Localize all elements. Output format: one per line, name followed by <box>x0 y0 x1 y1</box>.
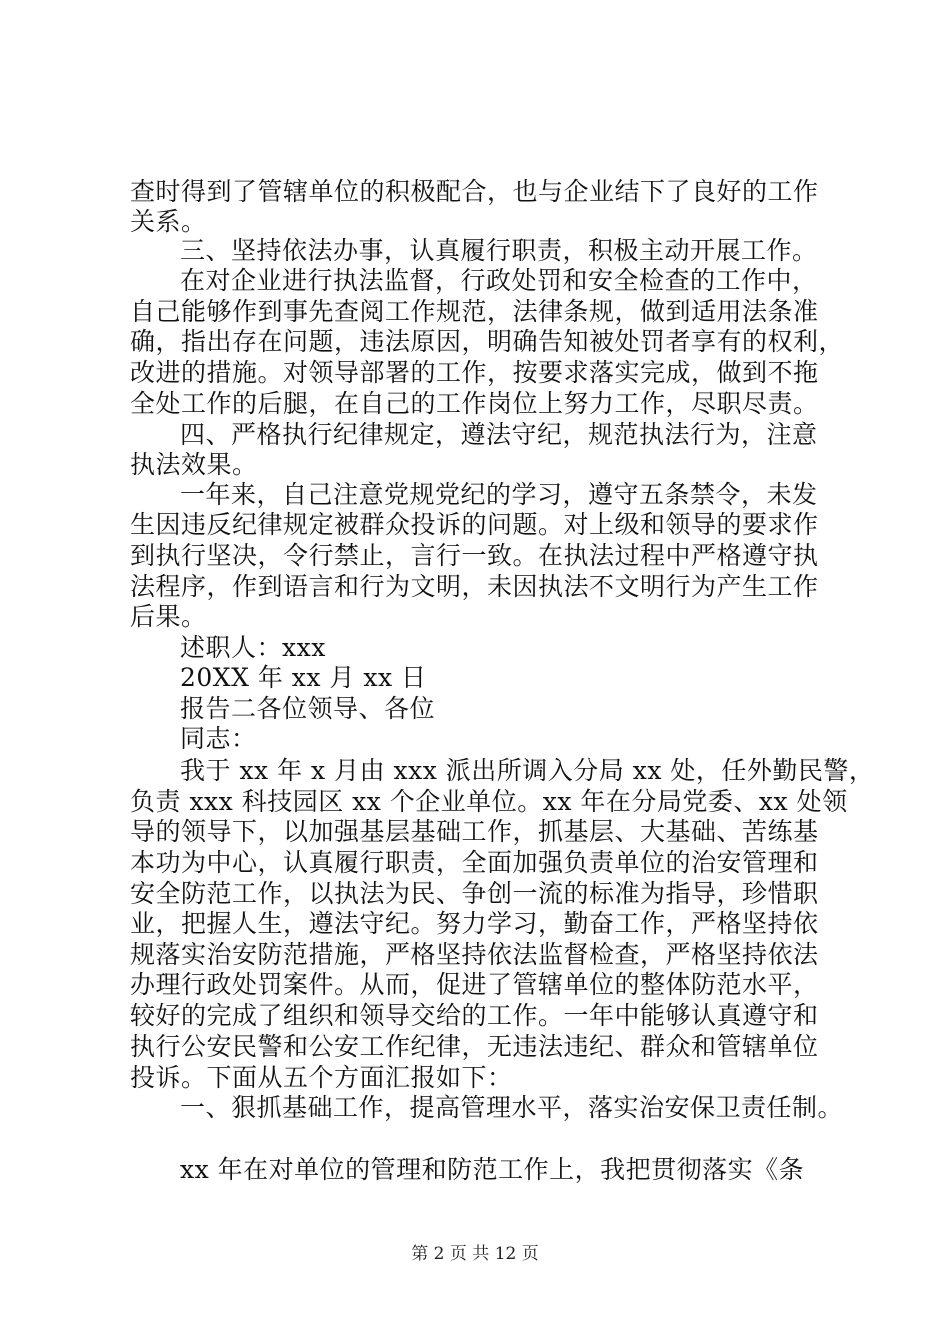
text-line: 执法效果。 <box>130 450 258 479</box>
text-line: 规落实治安防范措施，严格坚持依法监督检查，严格坚持依法 <box>130 940 819 969</box>
text-line: 自己能够作到事先查阅工作规范，法律条规，做到适用法条准 <box>130 297 819 326</box>
salutation-line: 同志： <box>180 724 257 753</box>
text-line: 到执行坚决，令行禁止，言行一致。在执法过程中严格遵守执 <box>130 541 819 570</box>
text-line: 业，把握人生，遵法守纪。努力学习，勤奋工作，严格坚持依 <box>130 909 819 938</box>
text-line: 一年来，自己注意党规党纪的学习，遵守五条禁令，未发 <box>180 480 818 509</box>
text-line: 确，指出存在问题，违法原因，明确告知被处罚者享有的权利， <box>130 327 845 356</box>
text-line: 法程序，作到语言和行为文明，未因执法不文明行为产生工作 <box>130 572 819 601</box>
signature-line: 述职人：xxx <box>180 633 326 662</box>
text-line: 执行公安民警和公安工作纪律，无违法违纪、群众和管辖单位 <box>130 1032 819 1061</box>
text-line: 较好的完成了组织和领导交给的工作。一年中能够认真遵守和 <box>130 1001 819 1030</box>
text-line: 生因违反纪律规定被群众投诉的问题。对上级和领导的要求作 <box>130 510 819 539</box>
text-line: 安全防范工作，以执法为民、争创一流的标准为指导，珍惜职 <box>130 879 819 908</box>
text-line: 后果。 <box>130 602 207 631</box>
text-line: 全处工作的后腿，在自己的工作岗位上努力工作，尽职尽责。 <box>130 389 819 418</box>
page-number-footer: 第 2 页 共 12 页 <box>411 1244 539 1264</box>
section-heading-4: 四、严格执行纪律规定，遵法守纪，规范执法行为，注意 <box>180 420 818 449</box>
section-heading-1: 一、狠抓基础工作，提高管理水平，落实治安保卫责任制。 <box>180 1093 844 1122</box>
section-heading-3: 三、坚持依法办事，认真履行职责，积极主动开展工作。 <box>180 236 818 265</box>
text-line: 改进的措施。对领导部署的工作，按要求落实完成，做到不拖 <box>130 358 819 387</box>
text-line: 查时得到了管辖单位的积极配合，也与企业结下了良好的工作 <box>130 177 819 206</box>
text-line: 我于 xx 年 x 月由 xxx 派出所调入分局 xx 处，任外勤民警， <box>180 756 875 785</box>
text-line: 关系。 <box>130 207 207 236</box>
text-line: 办理行政处罚案件。从而，促进了管辖单位的整体防范水平， <box>130 970 819 999</box>
text-line: 导的领导下，以加强基层基础工作，抓基层、大基础、苦练基 <box>130 817 819 846</box>
report-title-line: 报告二各位领导、各位 <box>180 694 436 723</box>
text-line: 本功为中心，认真履行职责，全面加强负责单位的治安管理和 <box>130 848 819 877</box>
text-line: 在对企业进行执法监督，行政处罚和安全检查的工作中， <box>180 266 818 295</box>
text-line: 负责 xxx 科技园区 xx 个企业单位。xx 年在分局党委、xx 处领 <box>130 787 848 816</box>
date-line: 20XX 年 xx 月 xx 日 <box>180 663 427 692</box>
text-line: xx 年在对单位的管理和防范工作上，我把贯彻落实《条 <box>180 1155 805 1184</box>
text-line: 投诉。下面从五个方面汇报如下： <box>130 1063 513 1092</box>
